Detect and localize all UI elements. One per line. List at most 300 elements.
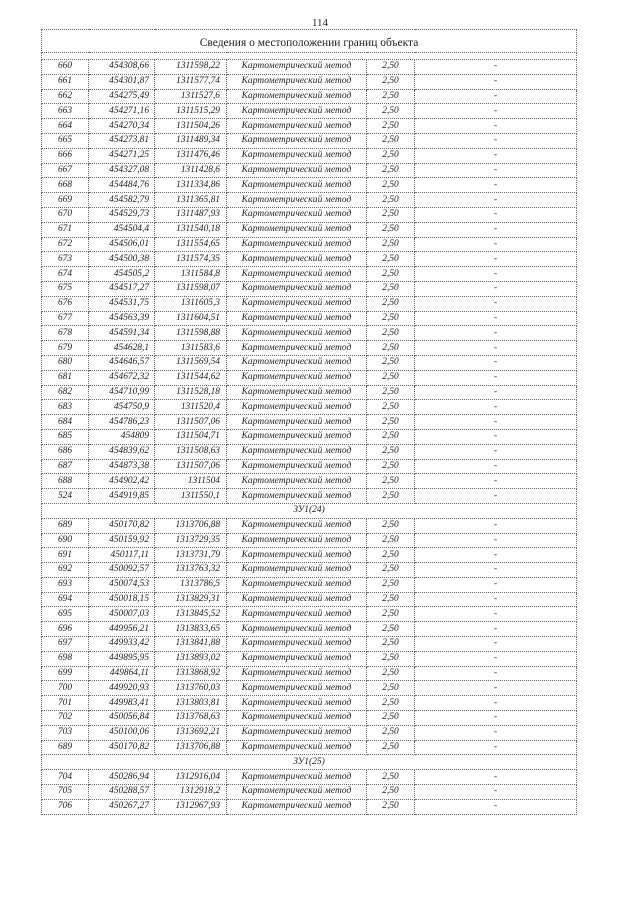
table-row: [42, 237, 577, 252]
description-cell: -: [415, 622, 577, 637]
table-row: [42, 770, 577, 785]
description-cell: -: [415, 785, 577, 800]
coord-y: 1311605,3: [155, 296, 227, 311]
coord-y: 1311540,18: [155, 222, 227, 237]
description-cell: -: [415, 326, 577, 341]
coord-x: 454271,25: [89, 148, 155, 163]
point-number: 682: [42, 385, 89, 400]
point-number: 691: [42, 548, 89, 563]
coord-y: 1313868,92: [155, 666, 227, 681]
coord-y: 1313731,79: [155, 548, 227, 563]
table-row: [42, 89, 577, 104]
coord-x: 454919,85: [89, 489, 155, 504]
accuracy-cell: 2,50: [367, 607, 415, 622]
coord-x: 454504,4: [89, 222, 155, 237]
description-cell: -: [415, 489, 577, 504]
coord-x: 450267,27: [89, 799, 155, 814]
coord-x: 454582,79: [89, 193, 155, 208]
coord-y: 1311504,71: [155, 429, 227, 444]
boundary-coordinates-table: [41, 29, 577, 815]
description-cell: -: [415, 193, 577, 208]
method-cell: Картометрический метод: [227, 296, 367, 311]
coord-x: 450074,53: [89, 577, 155, 592]
description-cell: -: [415, 60, 577, 75]
accuracy-cell: 2,50: [367, 489, 415, 504]
coord-y: 1311520,4: [155, 400, 227, 415]
point-number: 699: [42, 666, 89, 681]
accuracy-cell: 2,50: [367, 711, 415, 726]
accuracy-cell: 2,50: [367, 622, 415, 637]
point-number: 696: [42, 622, 89, 637]
point-number: 678: [42, 326, 89, 341]
accuracy-cell: 2,50: [367, 725, 415, 740]
table-row: [42, 637, 577, 652]
method-cell: Картометрический метод: [227, 311, 367, 326]
method-cell: Картометрический метод: [227, 252, 367, 267]
table-row: [42, 681, 577, 696]
coord-x: 450007,03: [89, 607, 155, 622]
table-row: [42, 474, 577, 489]
accuracy-cell: 2,50: [367, 222, 415, 237]
coord-y: 1311487,93: [155, 207, 227, 222]
method-cell: Картометрический метод: [227, 577, 367, 592]
point-number: 690: [42, 533, 89, 548]
description-cell: -: [415, 770, 577, 785]
description-cell: -: [415, 563, 577, 578]
table-row: [42, 252, 577, 267]
point-number: 669: [42, 193, 89, 208]
point-number: 665: [42, 133, 89, 148]
coord-y: 1313893,02: [155, 651, 227, 666]
coord-y: 1311598,07: [155, 281, 227, 296]
point-number: 676: [42, 296, 89, 311]
table-row: [42, 148, 577, 163]
point-number: 702: [42, 711, 89, 726]
table-row: [42, 370, 577, 385]
point-number: 698: [42, 651, 89, 666]
accuracy-cell: 2,50: [367, 444, 415, 459]
title-spacer: [42, 53, 577, 60]
coord-x: 449895,95: [89, 651, 155, 666]
table-row: [42, 267, 577, 282]
description-cell: -: [415, 104, 577, 119]
table-row: [42, 799, 577, 814]
coord-x: 450286,94: [89, 770, 155, 785]
description-cell: -: [415, 725, 577, 740]
point-number: 693: [42, 577, 89, 592]
description-cell: -: [415, 222, 577, 237]
accuracy-cell: 2,50: [367, 474, 415, 489]
point-number: 706: [42, 799, 89, 814]
coord-y: 1311598,22: [155, 60, 227, 75]
accuracy-cell: 2,50: [367, 193, 415, 208]
point-number: 695: [42, 607, 89, 622]
method-cell: Картометрический метод: [227, 370, 367, 385]
description-cell: -: [415, 711, 577, 726]
coord-x: 450159,92: [89, 533, 155, 548]
accuracy-cell: 2,50: [367, 326, 415, 341]
method-cell: Картометрический метод: [227, 104, 367, 119]
accuracy-cell: 2,50: [367, 296, 415, 311]
description-cell: -: [415, 341, 577, 356]
coord-y: 1313845,52: [155, 607, 227, 622]
table-row: [42, 489, 577, 504]
table-row: [42, 533, 577, 548]
point-number: 660: [42, 60, 89, 75]
point-number: 674: [42, 267, 89, 282]
method-cell: Картометрический метод: [227, 400, 367, 415]
coord-y: 1311428,6: [155, 163, 227, 178]
coord-x: 454628,1: [89, 341, 155, 356]
coord-y: 1311507,06: [155, 415, 227, 430]
method-cell: Картометрический метод: [227, 267, 367, 282]
accuracy-cell: 2,50: [367, 281, 415, 296]
method-cell: Картометрический метод: [227, 489, 367, 504]
point-number: 675: [42, 281, 89, 296]
method-cell: Картометрический метод: [227, 637, 367, 652]
accuracy-cell: 2,50: [367, 370, 415, 385]
coord-x: 454301,87: [89, 74, 155, 89]
point-number: 687: [42, 459, 89, 474]
section-label: ЗУ1(25): [42, 755, 577, 770]
coord-y: 1311365,81: [155, 193, 227, 208]
coord-x: 454271,16: [89, 104, 155, 119]
coord-x: 454517,27: [89, 281, 155, 296]
coord-x: 454563,39: [89, 311, 155, 326]
table-row: [42, 74, 577, 89]
method-cell: Картометрический метод: [227, 148, 367, 163]
accuracy-cell: 2,50: [367, 651, 415, 666]
title-spacer-row: [42, 53, 577, 60]
description-cell: -: [415, 267, 577, 282]
accuracy-cell: 2,50: [367, 785, 415, 800]
description-cell: -: [415, 252, 577, 267]
table-row: [42, 444, 577, 459]
accuracy-cell: 2,50: [367, 267, 415, 282]
coord-y: 1311528,18: [155, 385, 227, 400]
accuracy-cell: 2,50: [367, 355, 415, 370]
point-number: 668: [42, 178, 89, 193]
coord-x: 454873,38: [89, 459, 155, 474]
coord-x: 454710,99: [89, 385, 155, 400]
description-cell: -: [415, 696, 577, 711]
description-cell: -: [415, 666, 577, 681]
accuracy-cell: 2,50: [367, 252, 415, 267]
description-cell: -: [415, 207, 577, 222]
point-number: 705: [42, 785, 89, 800]
description-cell: -: [415, 592, 577, 607]
method-cell: Картометрический метод: [227, 785, 367, 800]
accuracy-cell: 2,50: [367, 548, 415, 563]
coord-y: 1311507,06: [155, 459, 227, 474]
point-number: 697: [42, 637, 89, 652]
table-row: [42, 207, 577, 222]
description-cell: -: [415, 400, 577, 415]
coord-y: 1313833,65: [155, 622, 227, 637]
point-number: 684: [42, 415, 89, 430]
coord-y: 1311569,54: [155, 355, 227, 370]
coord-x: 454506,01: [89, 237, 155, 252]
point-number: 671: [42, 222, 89, 237]
point-number: 689: [42, 740, 89, 755]
method-cell: Картометрический метод: [227, 415, 367, 430]
coord-y: 1311577,74: [155, 74, 227, 89]
table-row: [42, 119, 577, 134]
coord-x: 454505,2: [89, 267, 155, 282]
description-cell: -: [415, 577, 577, 592]
coord-x: 454270,34: [89, 119, 155, 134]
coord-x: 450170,82: [89, 518, 155, 533]
coord-y: 1313706,88: [155, 518, 227, 533]
accuracy-cell: 2,50: [367, 533, 415, 548]
coord-y: 1313786,5: [155, 577, 227, 592]
table-title: Сведения о местоположении границ объекта: [42, 30, 577, 53]
method-cell: Картометрический метод: [227, 518, 367, 533]
coord-x: 454500,38: [89, 252, 155, 267]
table-row: [42, 222, 577, 237]
method-cell: Картометрический метод: [227, 74, 367, 89]
description-cell: -: [415, 518, 577, 533]
coord-y: 1311504,26: [155, 119, 227, 134]
section-row: [42, 503, 577, 518]
table-row: [42, 415, 577, 430]
coord-x: 450100,06: [89, 725, 155, 740]
coord-x: 449983,41: [89, 696, 155, 711]
table-row: [42, 429, 577, 444]
method-cell: Картометрический метод: [227, 444, 367, 459]
method-cell: Картометрический метод: [227, 163, 367, 178]
method-cell: Картометрический метод: [227, 193, 367, 208]
method-cell: Картометрический метод: [227, 133, 367, 148]
table-row: [42, 60, 577, 75]
coord-y: 1311604,51: [155, 311, 227, 326]
coord-y: 1311508,63: [155, 444, 227, 459]
coord-y: 1311583,6: [155, 341, 227, 356]
accuracy-cell: 2,50: [367, 133, 415, 148]
point-number: 683: [42, 400, 89, 415]
coord-x: 449956,21: [89, 622, 155, 637]
description-cell: -: [415, 637, 577, 652]
method-cell: Картометрический метод: [227, 281, 367, 296]
accuracy-cell: 2,50: [367, 148, 415, 163]
method-cell: Картометрический метод: [227, 770, 367, 785]
accuracy-cell: 2,50: [367, 637, 415, 652]
description-cell: -: [415, 163, 577, 178]
accuracy-cell: 2,50: [367, 696, 415, 711]
method-cell: Картометрический метод: [227, 651, 367, 666]
coord-y: 1312967,93: [155, 799, 227, 814]
coord-x: 454327,08: [89, 163, 155, 178]
coord-y: 1313829,31: [155, 592, 227, 607]
table-row: [42, 577, 577, 592]
coord-x: 454308,66: [89, 60, 155, 75]
method-cell: Картометрический метод: [227, 60, 367, 75]
description-cell: -: [415, 474, 577, 489]
method-cell: Картометрический метод: [227, 711, 367, 726]
table-row: [42, 385, 577, 400]
table-row: [42, 518, 577, 533]
coord-y: 1312916,04: [155, 770, 227, 785]
accuracy-cell: 2,50: [367, 74, 415, 89]
coord-x: 449933,42: [89, 637, 155, 652]
accuracy-cell: 2,50: [367, 119, 415, 134]
coord-x: 450288,57: [89, 785, 155, 800]
accuracy-cell: 2,50: [367, 563, 415, 578]
method-cell: Картометрический метод: [227, 666, 367, 681]
accuracy-cell: 2,50: [367, 740, 415, 755]
coord-x: 454484,76: [89, 178, 155, 193]
accuracy-cell: 2,50: [367, 400, 415, 415]
section-label: ЗУ1(24): [42, 503, 577, 518]
accuracy-cell: 2,50: [367, 459, 415, 474]
coord-x: 454786,23: [89, 415, 155, 430]
coord-y: 1313768,63: [155, 711, 227, 726]
description-cell: -: [415, 548, 577, 563]
table-row: [42, 133, 577, 148]
table-row: [42, 785, 577, 800]
coord-y: 1313706,88: [155, 740, 227, 755]
accuracy-cell: 2,50: [367, 577, 415, 592]
coord-x: 454672,32: [89, 370, 155, 385]
coord-x: 454529,73: [89, 207, 155, 222]
coord-y: 1311544,62: [155, 370, 227, 385]
point-number: 666: [42, 148, 89, 163]
method-cell: Картометрический метод: [227, 548, 367, 563]
table-row: [42, 341, 577, 356]
coord-x: 450018,15: [89, 592, 155, 607]
table-title-row: [42, 30, 577, 53]
table-row: [42, 725, 577, 740]
coord-x: 454273,81: [89, 133, 155, 148]
point-number: 677: [42, 311, 89, 326]
table-row: [42, 281, 577, 296]
coord-y: 1311489,34: [155, 133, 227, 148]
table-row: [42, 459, 577, 474]
coord-x: 450092,57: [89, 563, 155, 578]
coord-x: 454839,62: [89, 444, 155, 459]
coord-y: 1311584,8: [155, 267, 227, 282]
table-row: [42, 696, 577, 711]
coord-x: 450056,84: [89, 711, 155, 726]
table-row: [42, 563, 577, 578]
table-row: [42, 548, 577, 563]
table-row: [42, 711, 577, 726]
point-number: 670: [42, 207, 89, 222]
table-row: [42, 163, 577, 178]
accuracy-cell: 2,50: [367, 385, 415, 400]
description-cell: -: [415, 296, 577, 311]
coord-y: 1313841,88: [155, 637, 227, 652]
accuracy-cell: 2,50: [367, 237, 415, 252]
point-number: 703: [42, 725, 89, 740]
coord-x: 454591,34: [89, 326, 155, 341]
coord-x: 454275,49: [89, 89, 155, 104]
description-cell: -: [415, 444, 577, 459]
accuracy-cell: 2,50: [367, 518, 415, 533]
description-cell: -: [415, 740, 577, 755]
coord-y: 1313760,03: [155, 681, 227, 696]
section-row: [42, 755, 577, 770]
accuracy-cell: 2,50: [367, 415, 415, 430]
point-number: 704: [42, 770, 89, 785]
point-number: 679: [42, 341, 89, 356]
method-cell: Картометрический метод: [227, 725, 367, 740]
point-number: 700: [42, 681, 89, 696]
coord-y: 1311527,6: [155, 89, 227, 104]
method-cell: Картометрический метод: [227, 563, 367, 578]
description-cell: -: [415, 681, 577, 696]
point-number: 680: [42, 355, 89, 370]
point-number: 701: [42, 696, 89, 711]
coord-x: 449920,93: [89, 681, 155, 696]
description-cell: -: [415, 607, 577, 622]
method-cell: Картометрический метод: [227, 385, 367, 400]
accuracy-cell: 2,50: [367, 429, 415, 444]
table-row: [42, 607, 577, 622]
table-row: [42, 178, 577, 193]
coord-y: 1311515,29: [155, 104, 227, 119]
point-number: 681: [42, 370, 89, 385]
description-cell: -: [415, 799, 577, 814]
method-cell: Картометрический метод: [227, 89, 367, 104]
accuracy-cell: 2,50: [367, 311, 415, 326]
table-row: [42, 400, 577, 415]
coord-y: 1311504: [155, 474, 227, 489]
method-cell: Картометрический метод: [227, 207, 367, 222]
table-row: [42, 622, 577, 637]
point-number: 661: [42, 74, 89, 89]
point-number: 663: [42, 104, 89, 119]
method-cell: Картометрический метод: [227, 592, 367, 607]
description-cell: -: [415, 119, 577, 134]
coord-y: 1311476,46: [155, 148, 227, 163]
accuracy-cell: 2,50: [367, 799, 415, 814]
method-cell: Картометрический метод: [227, 355, 367, 370]
point-number: 673: [42, 252, 89, 267]
coord-y: 1313803,81: [155, 696, 227, 711]
coord-x: 449864,11: [89, 666, 155, 681]
point-number: 694: [42, 592, 89, 607]
coord-y: 1313692,21: [155, 725, 227, 740]
method-cell: Картометрический метод: [227, 178, 367, 193]
coord-x: 454809: [89, 429, 155, 444]
method-cell: Картометрический метод: [227, 474, 367, 489]
point-number: 692: [42, 563, 89, 578]
table-row: [42, 296, 577, 311]
table-row: [42, 355, 577, 370]
coord-x: 454531,75: [89, 296, 155, 311]
description-cell: -: [415, 651, 577, 666]
coord-y: 1311334,86: [155, 178, 227, 193]
point-number: 688: [42, 474, 89, 489]
method-cell: Картометрический метод: [227, 237, 367, 252]
description-cell: -: [415, 311, 577, 326]
accuracy-cell: 2,50: [367, 341, 415, 356]
method-cell: Картометрический метод: [227, 429, 367, 444]
accuracy-cell: 2,50: [367, 163, 415, 178]
coord-y: 1313729,35: [155, 533, 227, 548]
description-cell: -: [415, 281, 577, 296]
table-row: [42, 104, 577, 119]
coord-y: 1313763,32: [155, 563, 227, 578]
method-cell: Картометрический метод: [227, 799, 367, 814]
table-row: [42, 193, 577, 208]
method-cell: Картометрический метод: [227, 119, 367, 134]
table-row: [42, 311, 577, 326]
point-number: 662: [42, 89, 89, 104]
point-number: 689: [42, 518, 89, 533]
table-row: [42, 592, 577, 607]
